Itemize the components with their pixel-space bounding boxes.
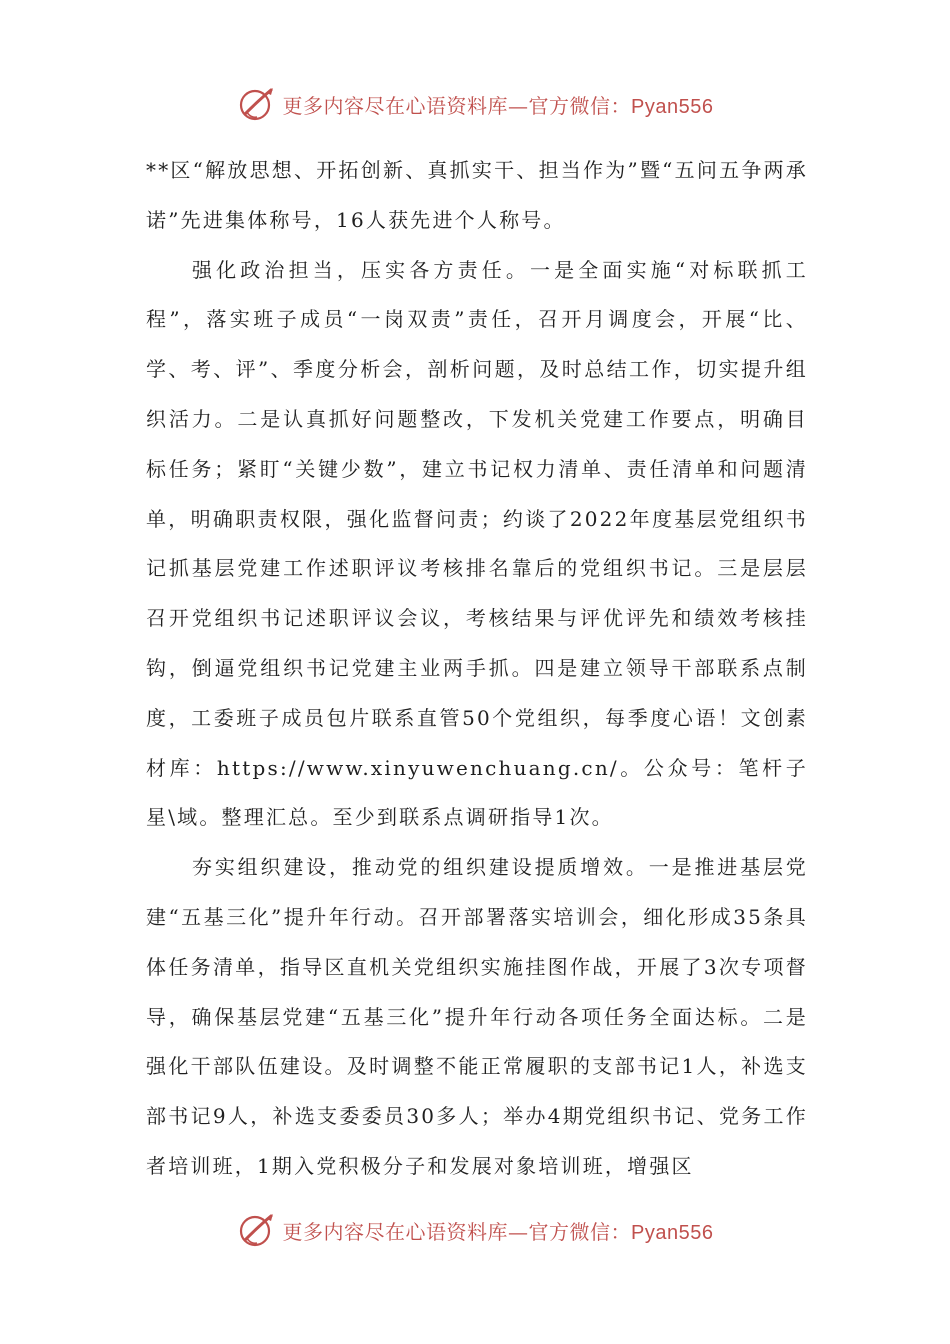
footer-banner [0, 1208, 950, 1252]
header-banner [0, 82, 950, 126]
wechat-account: Pyan556 [631, 1221, 714, 1244]
brush-pen-logo-icon [237, 84, 277, 124]
banner-text: 更多内容尽在心语资料库—官方微信：Pyan556 [282, 1219, 714, 1244]
paragraph-2: 强化政治担当，压实各方责任。一是全面实施“对标联抓工程”，落实班子成员“一岗双责”责任，召开月调度会，开展“比、学、考、评”、季度分析会，剖析问题，及时总结工作，切实提升组织活力。二是认真抓好问题整改，下发机关党建工作要点，明确目标任务；紧盯“关键少数”，建立书记权力清单、责任清单和问题清单，明确职责权限，强化监督问责；约谈了2022年度基层党组织书记抓基层党建工作述职评议考核排名靠后的党组织书记。三是层层召开党组织书记述职评议会议，考核结果与评优评先和绩效考核挂钩，倒逼党组织书记党建主业两手抓。四是建立领导干部联系点制度，工委班子成员包片联系直管50个党组织，每季度心语！文创素材库：https://www.xinyuwenchuang.cn/。公众号：笔杆子星\域。整理汇总。至少到联系点调研指导1次。 [146, 257, 808, 830]
paragraph-3: 夯实组织建设，推动党的组织建设提质增效。一是推进基层党建“五基三化”提升年行动。召开部署落实培训会，细化形成35条具体任务清单，指导区直机关党组织实施挂图作战，开展了3次专项督导，确保基层党建“五基三化”提升年行动各项任务全面达标。二是强化干部队伍建设。及时调整不能正常履职的支部书记1人，补选支部书记9人，补选支委委员30多人；举办4期党组织书记、党务工作者培训班，1期入党积极分子和发展对象培训班，增强区 [146, 855, 808, 1178]
document-body [146, 146, 808, 1192]
banner-text: 更多内容尽在心语资料库—官方微信：Pyan556 [282, 93, 714, 118]
wechat-account: Pyan556 [631, 95, 714, 118]
brush-pen-logo-icon [237, 1210, 277, 1250]
paragraph-1: **区“解放思想、开拓创新、真抓实干、担当作为”暨“五问五争两承诺”先进集体称号，16人获先进个人称号。 [146, 158, 808, 232]
